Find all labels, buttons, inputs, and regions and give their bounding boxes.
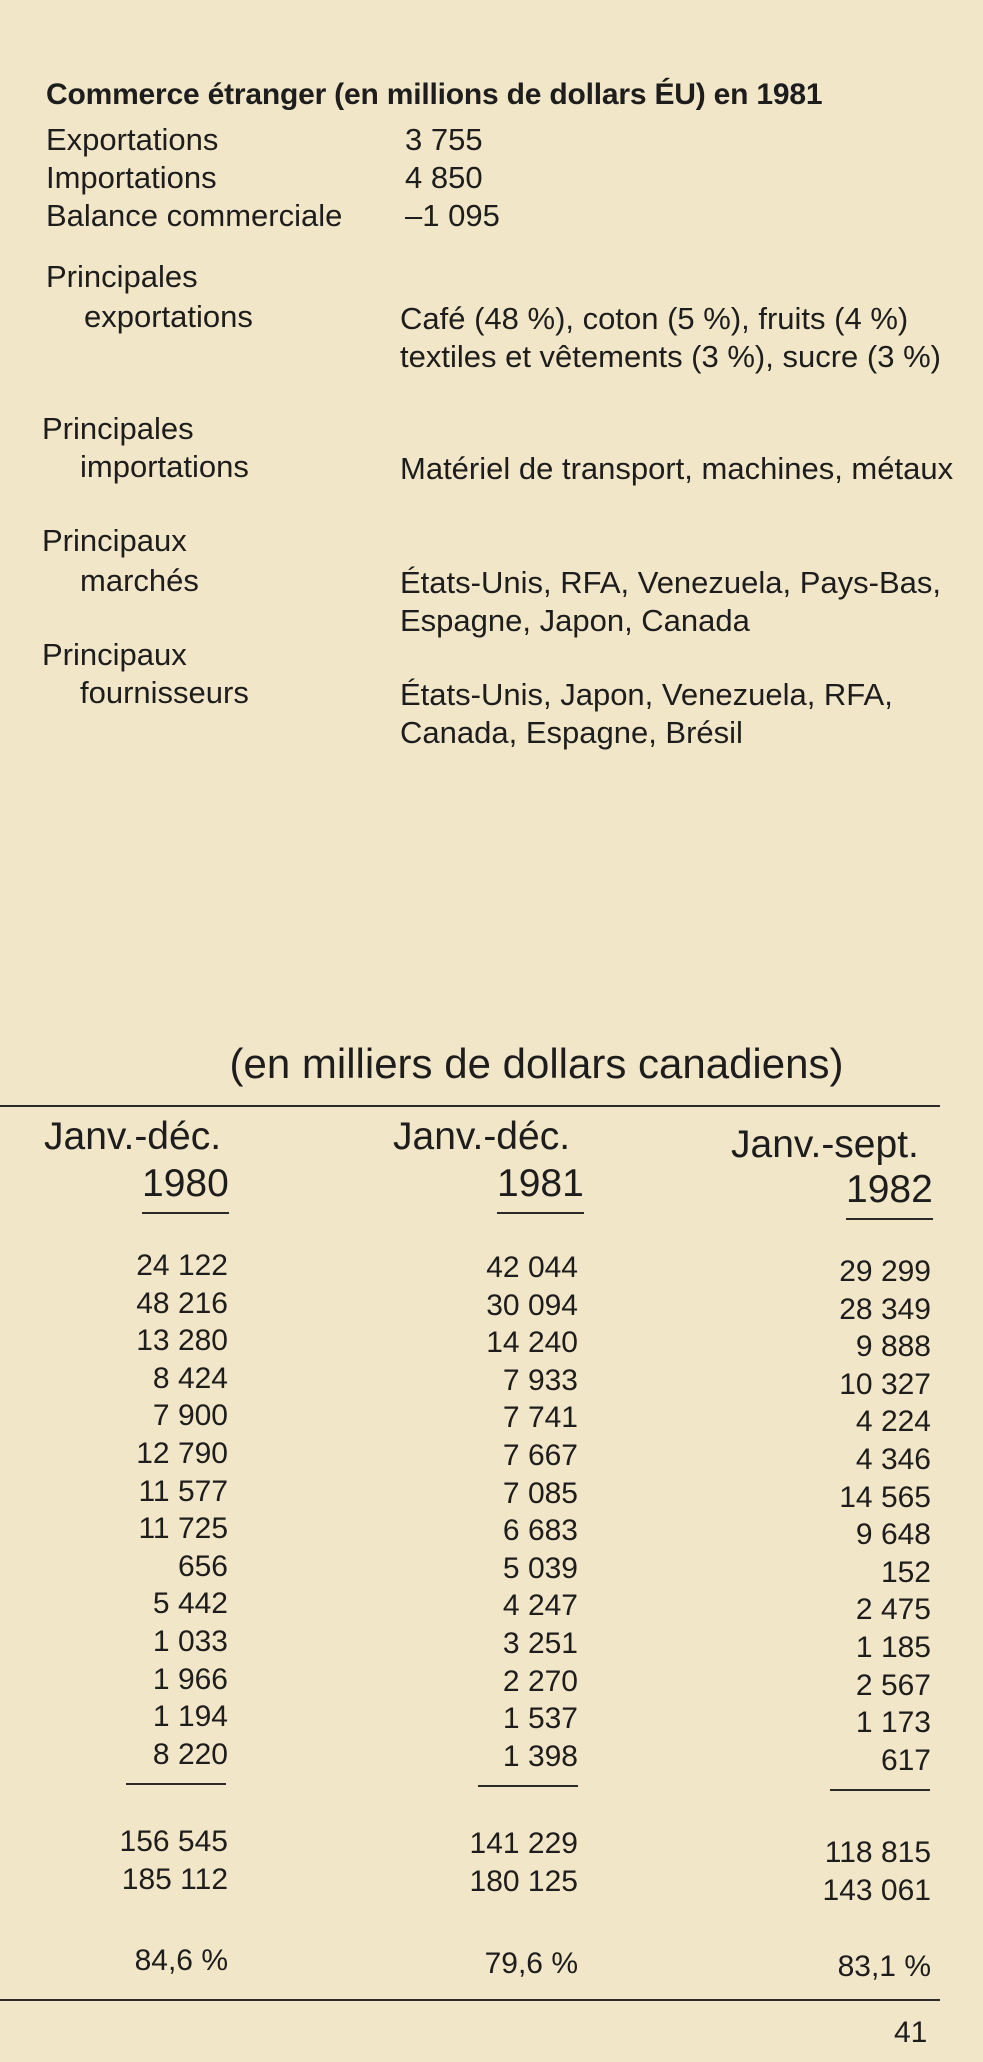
table-cell: 1 033 [152,1625,228,1658]
table-cell: 13 280 [136,1324,228,1358]
table-cell: 7 085 [502,1476,578,1510]
table-cell: 2 567 [855,1668,931,1702]
table-cell: 4 224 [855,1405,931,1439]
exports-label: Exportations [46,122,219,157]
table-cell: 1 398 [502,1739,578,1773]
total-cell: 185 112 [121,1863,228,1896]
col3-subtotal-rule [830,1789,930,1791]
total-cell: 180 125 [469,1865,578,1898]
table-cell: 29 299 [839,1255,931,1288]
total-cell: 143 061 [822,1874,931,1907]
trade-title: Commerce étranger (en millions de dollars ÉU) en 1981 [46,78,823,111]
table-cell: 4 346 [855,1443,931,1476]
table-cell: 1 537 [502,1702,578,1736]
table-cell: 24 122 [136,1249,228,1282]
table-bottom-rule [0,1999,940,2001]
table-cell: 2 475 [855,1593,931,1627]
table-cell: 5 039 [502,1551,578,1585]
table-cell: 42 044 [486,1251,578,1284]
table-cell: 1 185 [855,1631,931,1664]
table-cell: 12 790 [136,1437,228,1470]
col2-year: 1981 [497,1162,584,1214]
table-cell: 30 094 [486,1288,578,1322]
col1-period: Janv.-déc. [44,1115,222,1158]
imports-label: Importations [46,160,217,195]
col2-period: Janv.-déc. [393,1115,571,1158]
table-cell: 14 565 [839,1480,931,1514]
table-cell: 11 577 [138,1474,228,1508]
percent-cell: 84,6 % [134,1944,228,1977]
table-cell: 1 194 [152,1700,228,1734]
col3-year: 1982 [846,1168,933,1220]
main-markets-label-line1: Principaux [42,523,187,558]
main-imports-text: Matériel de transport, machines, métaux [400,451,954,486]
table-cell: 8 424 [152,1361,228,1395]
table-cell: 3 251 [502,1627,578,1660]
table-cell: 1 966 [152,1662,228,1696]
main-markets-text: États-Unis, RFA, Venezuela, Pays-Bas, Espagne, Japon, Canada [400,565,942,638]
table-cell: 4 247 [502,1589,578,1623]
main-suppliers-label-line1: Principaux [42,637,187,672]
table-cell: 11 725 [138,1512,228,1546]
table-cell: 14 240 [486,1326,578,1360]
percent-cell: 79,6 % [484,1947,578,1980]
percent-cell: 83,1 % [837,1950,931,1983]
table-cell: 6 683 [502,1514,578,1548]
table-cell: 9 888 [855,1330,931,1364]
trade-balance-label: Balance commerciale [46,198,343,233]
page-number: 41 [894,2016,928,2049]
table-cell: 9 648 [855,1518,931,1552]
table-cell: 8 220 [152,1737,228,1771]
table-cell: 617 [880,1743,931,1777]
trade-balance-value: –1 095 [405,198,500,233]
table-cell: 10 327 [839,1367,931,1401]
table-top-rule [0,1105,940,1107]
table-cell: 152 [880,1555,931,1589]
table-cell: 7 900 [152,1399,228,1433]
main-imports-label-line2: importations [80,449,249,484]
table-cell: 1 173 [855,1706,931,1740]
main-exports-label-line2: exportations [84,299,253,334]
main-suppliers-label-line2: fournisseurs [80,675,249,710]
total-cell: 141 229 [469,1827,578,1860]
table-unit-caption: (en milliers de dollars canadiens) [229,1040,844,1087]
col1-year: 1980 [142,1162,229,1214]
exports-value: 3 755 [405,122,483,157]
table-cell: 28 349 [839,1292,931,1326]
table-cell: 2 270 [502,1664,578,1698]
table-cell: 48 216 [136,1286,228,1320]
main-suppliers-text: États-Unis, Japon, Venezuela, RFA, Canada, Espagne, Brésil [400,677,893,750]
main-exports-label-line1: Principales [46,259,198,294]
total-cell: 156 545 [119,1825,228,1858]
col1-subtotal-rule [126,1783,226,1785]
table-cell: 7 933 [502,1363,578,1397]
total-cell: 118 815 [824,1836,931,1869]
col3-period: Janv.-sept. [731,1123,919,1166]
table-cell: 7 741 [502,1401,578,1435]
main-exports-text: Café (48 %), coton (5 %), fruits (4 %) textiles et vêtements (3 %), sucre (3 %) [400,301,941,374]
col2-subtotal-rule [478,1785,578,1787]
main-markets-label-line2: marchés [80,563,199,598]
table-cell: 656 [177,1549,228,1583]
table-cell: 7 667 [502,1439,578,1472]
table-cell: 5 442 [152,1587,228,1621]
imports-value: 4 850 [405,160,483,195]
main-imports-label-line1: Principales [42,411,194,446]
